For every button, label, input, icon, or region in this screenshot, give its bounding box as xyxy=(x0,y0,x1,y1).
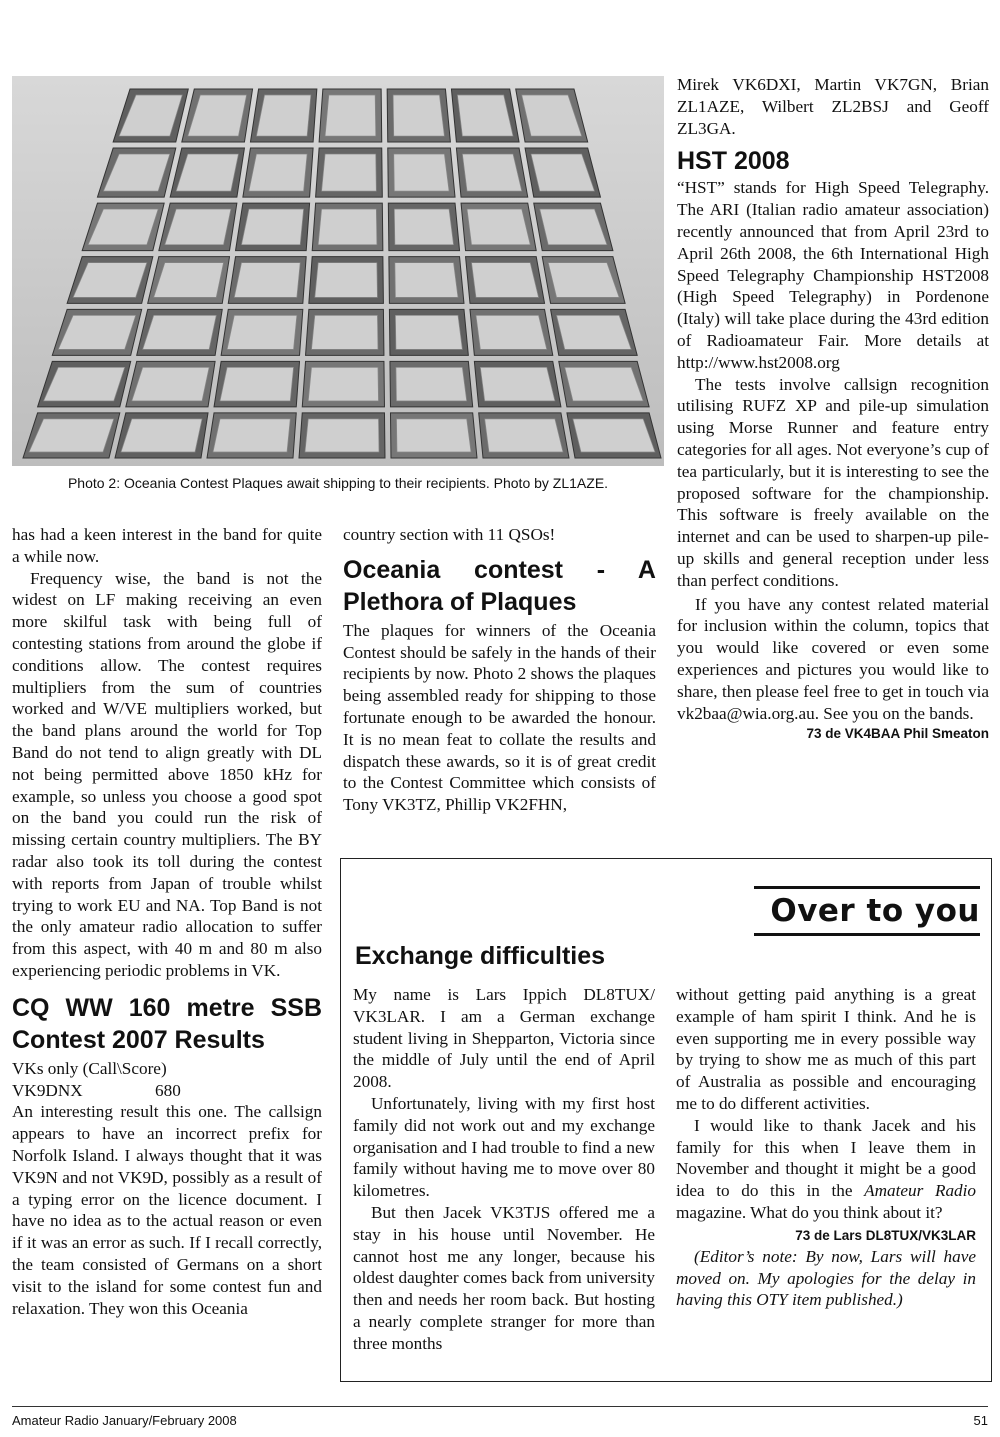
plaque-face xyxy=(315,263,378,298)
cq-ww-heading: CQ WW 160 metre SSB Contest 2007 Results xyxy=(12,993,322,1054)
plaque-face xyxy=(467,209,530,245)
plaque-face xyxy=(395,315,462,349)
box-right-paragraph-2 xyxy=(676,1115,976,1224)
result-score: 680 xyxy=(155,1080,181,1100)
plaque-face xyxy=(557,315,632,349)
plaque-face xyxy=(393,95,444,136)
magazine-name: Amateur Radio xyxy=(864,1181,976,1201)
plaque-face xyxy=(132,367,209,401)
plaque-face xyxy=(548,263,619,298)
plaque-face xyxy=(220,367,294,401)
plaque-face xyxy=(121,419,202,452)
plaque-face xyxy=(249,154,307,191)
plaque-face xyxy=(573,419,655,452)
plaque-face xyxy=(485,419,563,452)
plaque-face xyxy=(305,419,379,452)
results-label: VKs only (Call\Score) xyxy=(12,1058,167,1078)
column-3 xyxy=(677,74,989,744)
box-left-paragraph-3: But then Jacek VK3TJS offered me a stay in his house until November. He cannot host me any longer, because his oldest daughter comes back from university then and needs her room back. But hosting a nearly complete stranger for more than three months xyxy=(353,1202,655,1353)
plaque-face xyxy=(318,209,377,245)
plaque-face xyxy=(143,315,217,349)
column-2 xyxy=(343,524,656,816)
hst-heading: HST 2008 xyxy=(677,147,790,176)
box-right-paragraph-2a: I would like to thank Jacek and his family for this when I leave them in November and thought it might be a good idea to do this in the xyxy=(676,1115,976,1201)
col2-paragraph-1: country section with 11 QSOs! xyxy=(343,525,556,544)
plaque-face xyxy=(242,209,304,245)
col3-signature: 73 de VK4BAA Phil Smeaton xyxy=(806,726,989,742)
plaque-face xyxy=(44,367,125,401)
plaques-photo xyxy=(12,76,664,466)
plaque-face xyxy=(396,419,471,452)
plaque-face xyxy=(322,154,377,191)
box-right-paragraph-1: without getting paid anything is a great example of ham spirit I think. And he is even supporting me in every possible way by trying to show me as much of this part of Australia as possible and encouraging me to do different activities. xyxy=(676,985,976,1113)
box-left-paragraph-2: Unfortunately, living with my first host family did not work out and my exchange organisation and I had trouble to find a new family without having me to move over 80 kilometres. xyxy=(353,1093,655,1201)
box-left-column xyxy=(353,984,655,1355)
photo-caption: Photo 2: Oceania Contest Plaques await shipping to their recipients. Photo by ZL1AZE. xyxy=(67,475,609,491)
box-signature: 73 de Lars DL8TUX/VK3LAR xyxy=(795,1227,976,1243)
plaque-face xyxy=(565,367,643,401)
footer-rule xyxy=(12,1406,988,1407)
plaque-face xyxy=(325,95,376,136)
footer-page-number: 51 xyxy=(973,1413,988,1428)
plaque-face xyxy=(29,419,114,452)
exchange-heading: Exchange difficulties xyxy=(355,942,606,970)
editor-note: (Editor’s note: By now, Lars will have moved on. My apologies for the delay in having this OTY item published.) xyxy=(676,1246,976,1310)
plaque-face xyxy=(462,154,521,191)
plaque-face xyxy=(234,263,300,298)
plaque-face xyxy=(394,209,453,245)
box-right-paragraph-2b: magazine. What do you think about it? xyxy=(676,1202,943,1222)
plaque-face xyxy=(165,209,231,245)
plaque-face xyxy=(457,95,513,136)
plaque-face xyxy=(480,367,555,401)
plaque-face xyxy=(476,315,547,349)
col3-paragraph-2: “HST” stands for High Speed Telegraphy. The ARI (Italian radio amateur association) recently announced that from April 23rd to April 26th 2008, the 6th International High Speed Telegraphy Championship HST2008 (High Speed Telegraphy) in Pordenone (Italy) will take place during the 43rd edition of Radioamateur Fair. More details at http://www.hst2008.org xyxy=(677,178,989,372)
box-left-paragraph-1: My name is Lars Ippich DL8TUX/ VK3LAR. I am a German exchange student living in Shepparton, Victoria since the middle of July until the end of April 2008. xyxy=(353,985,655,1092)
plaque-face xyxy=(394,154,449,191)
col1-paragraph-1: has had a keen interest in the band for quite a while now. xyxy=(12,525,322,566)
box-right-column xyxy=(676,984,976,1311)
plaque-face xyxy=(396,367,467,401)
plaque-face xyxy=(395,263,458,298)
col1-paragraph-2: Frequency wise, the band is not the widest on LF making receiving an even more skilful task with being full of contesting stations from around the globe if conditions allow. The contest requires multipliers from the sum of countries worked and W/VE multipliers worked, but the band plans around the world for Top Band do not tend to align greatly with DL not being permitted above 1850 kHz for example, so unless you choose a good spot on the band you could run the risk of missing certain country multipliers. The BY radar also took its toll during the contest with reports from Japan of trouble whilst trying to work EU and NA. Top Band is not the only amateur radio allocation to suffer from this aspect, with 40 m and 80 m also experiencing periodic problems in VK. xyxy=(12,568,322,980)
plaque-face xyxy=(213,419,290,452)
col3-paragraph-1: Mirek VK6DXI, Martin VK7GN, Brian ZL1AZE, Wilbert ZL2BSJ and Geoff ZL3GA. xyxy=(677,75,989,138)
plaque-face xyxy=(227,315,297,349)
col1-paragraph-3: An interesting result this one. The callsign appears to have an incorrect prefix for Norfolk Island. I always thought that it was VK9N and not VK9D, possibly as a result of a typing error on the licence document. I have no idea as to the actual reason or even if it was an error as such. If I recall correctly, the team consisted of Germans on a short visit to the island for some contest fun and relaxation. They won this Oceania xyxy=(12,1102,322,1318)
col3-paragraph-3: The tests involve callsign recognition utilising RUFZ XP and pile-up simulation using Morse Runner and feature entry categories for all ages. Not everyone’s cup of tea particularly, but it is interesting to see the proposed software for the championship. This software is freely available on the internet and can be used to sharpen-up pile-up skills and general reception under less than perfect conditions. xyxy=(677,374,989,590)
plaque-face xyxy=(154,263,224,298)
plaque-face xyxy=(472,263,539,298)
oceania-heading: Oceania contest - A Plethora of Plaques xyxy=(343,555,656,616)
plaques-photo-image xyxy=(12,76,664,466)
column-1 xyxy=(12,524,322,1319)
col3-paragraph-4: If you have any contest related material for inclusion within the column, topics that you would like covered or even some experiences and pictures you would like to share, then please feel free to get in touch via vk2baa@wia.org.au. See you on the bands. xyxy=(677,594,989,723)
col2-paragraph-2: The plaques for winners of the Oceania Contest should be safely in the hands of their recipients by now. Photo 2 shows the plaques being assembled ready for shipping to those fortunate enough to be awarded the honour. It is no mean feat to collate the results and dispatch these awards, so it is of great credit to the Contest Committee which consists of Tony VK3TZ, Phillip VK2FHN, xyxy=(343,620,656,815)
plaque-face xyxy=(312,315,378,349)
result-call: VK9DNX xyxy=(12,1080,83,1100)
plaque-face xyxy=(308,367,378,401)
plaque-face xyxy=(256,95,310,136)
footer-publication: Amateur Radio January/February 2008 xyxy=(12,1413,237,1428)
result-row xyxy=(12,1080,322,1102)
over-to-you-title: Over to you xyxy=(754,886,980,936)
